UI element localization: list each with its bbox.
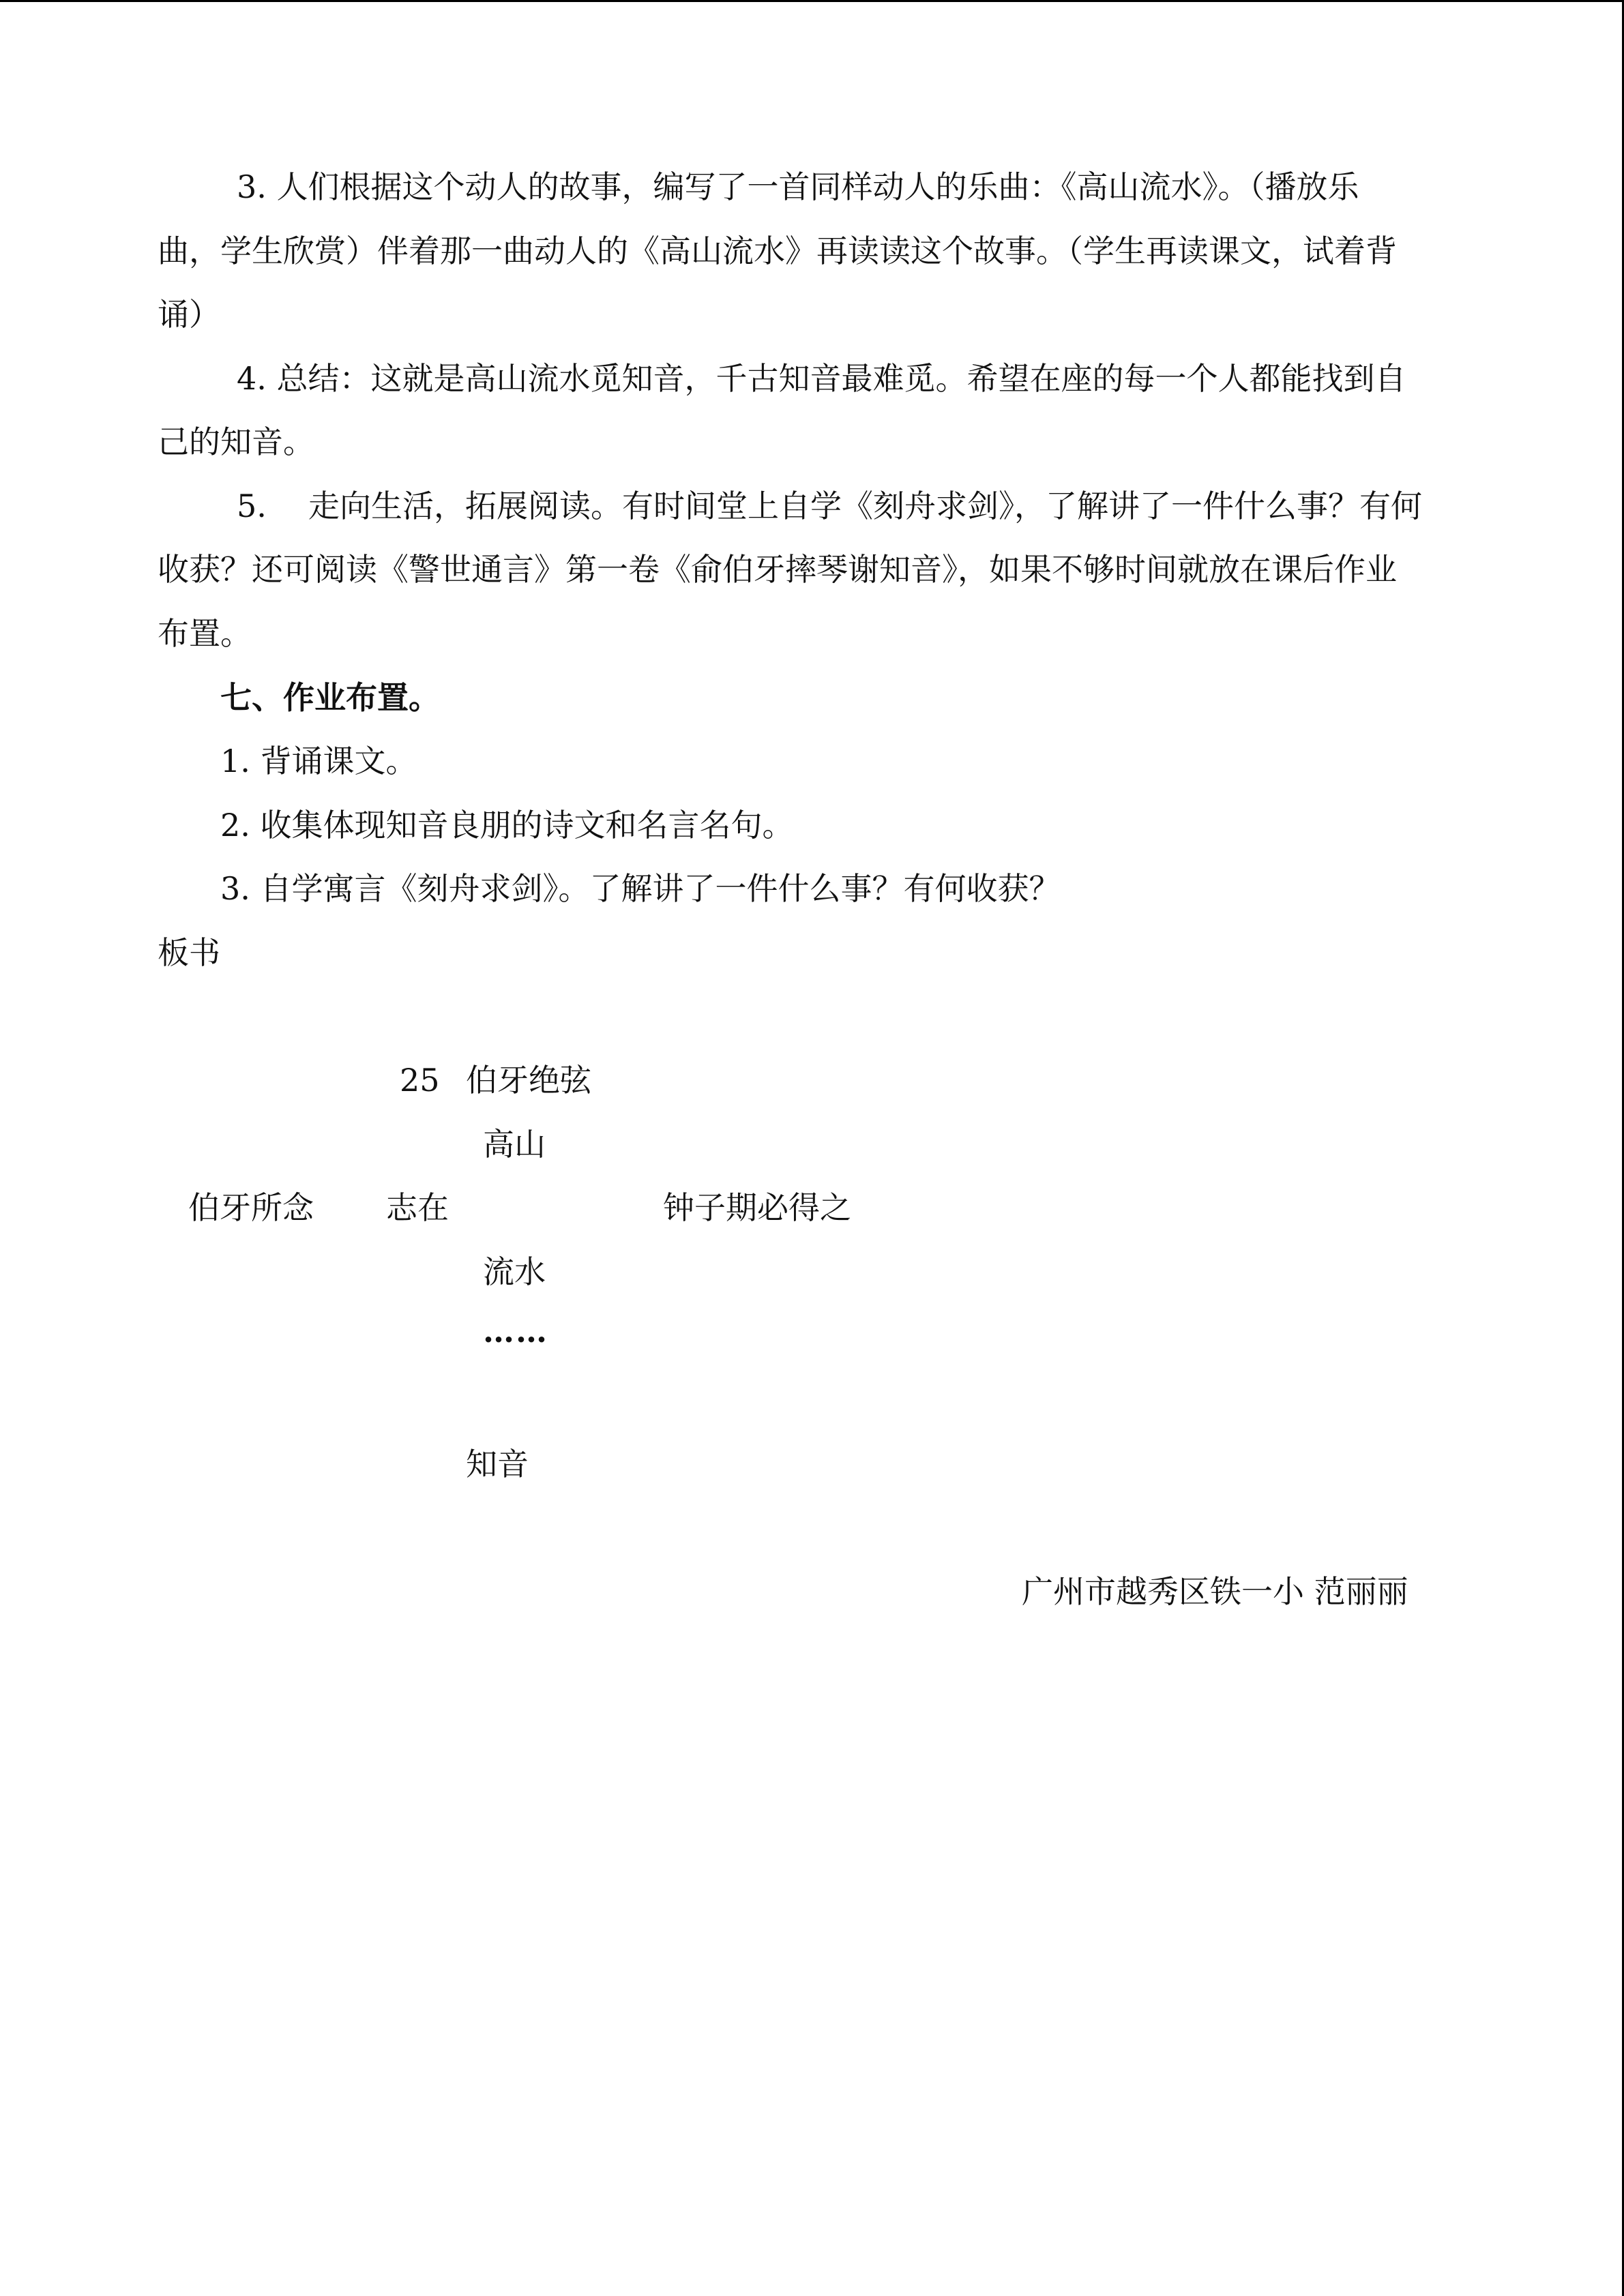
homework-item-1: 1. 背诵课文。	[220, 743, 417, 779]
board-left-text: 伯牙所念	[188, 1189, 314, 1226]
board-label: 板书	[158, 934, 220, 971]
paragraph-5-number: 5.	[237, 488, 267, 524]
paragraph-5-line-3: 布置。	[158, 615, 252, 652]
board-zhizai: 志在	[386, 1189, 449, 1226]
homework-item-3: 3. 自学寓言《刻舟求剑》。了解讲了一件什么事？有何收获？	[220, 870, 1061, 907]
paragraph-3-line-1: 3. 人们根据这个动人的故事，编写了一首同样动人的乐曲：《高山流水》。（播放乐	[237, 168, 1359, 205]
homework-heading: 七、作业布置。	[220, 679, 440, 716]
board-ellipsis: ……	[483, 1313, 548, 1350]
paragraph-3-line-2: 曲，学生欣赏）伴着那一曲动人的《高山流水》再读读这个故事。（学生再读课文，试着背	[158, 233, 1397, 269]
page-top-border	[0, 0, 1624, 2]
paragraph-4-line-2: 己的知音。	[158, 423, 314, 460]
paragraph-5-line-1: 走向生活，拓展阅读。有时间堂上自学《刻舟求剑》，了解讲了一件什么事？有何	[308, 488, 1422, 524]
board-water: 流水	[483, 1253, 546, 1290]
paragraph-3-line-3: 诵）	[158, 296, 220, 333]
paragraph-5-line-2: 收获？还可阅读《警世通言》第一卷《俞伯牙摔琴谢知音》，如果不够时间就放在课后作业	[158, 551, 1397, 588]
author-signature: 广州市越秀区铁一小 范丽丽	[1022, 1573, 1408, 1610]
board-mountain: 高山	[483, 1126, 546, 1163]
board-zhiyin: 知音	[466, 1446, 529, 1482]
paragraph-4-line-1: 4. 总结：这就是高山流水觅知音，千古知音最难觅。希望在座的每一个人都能找到自	[237, 360, 1406, 397]
board-lesson-number: 25	[400, 1062, 440, 1099]
board-right-text: 钟子期必得之	[663, 1189, 851, 1226]
board-lesson-title: 伯牙绝弦	[466, 1062, 591, 1099]
homework-item-2: 2. 收集体现知音良朋的诗文和名言名句。	[220, 807, 794, 844]
